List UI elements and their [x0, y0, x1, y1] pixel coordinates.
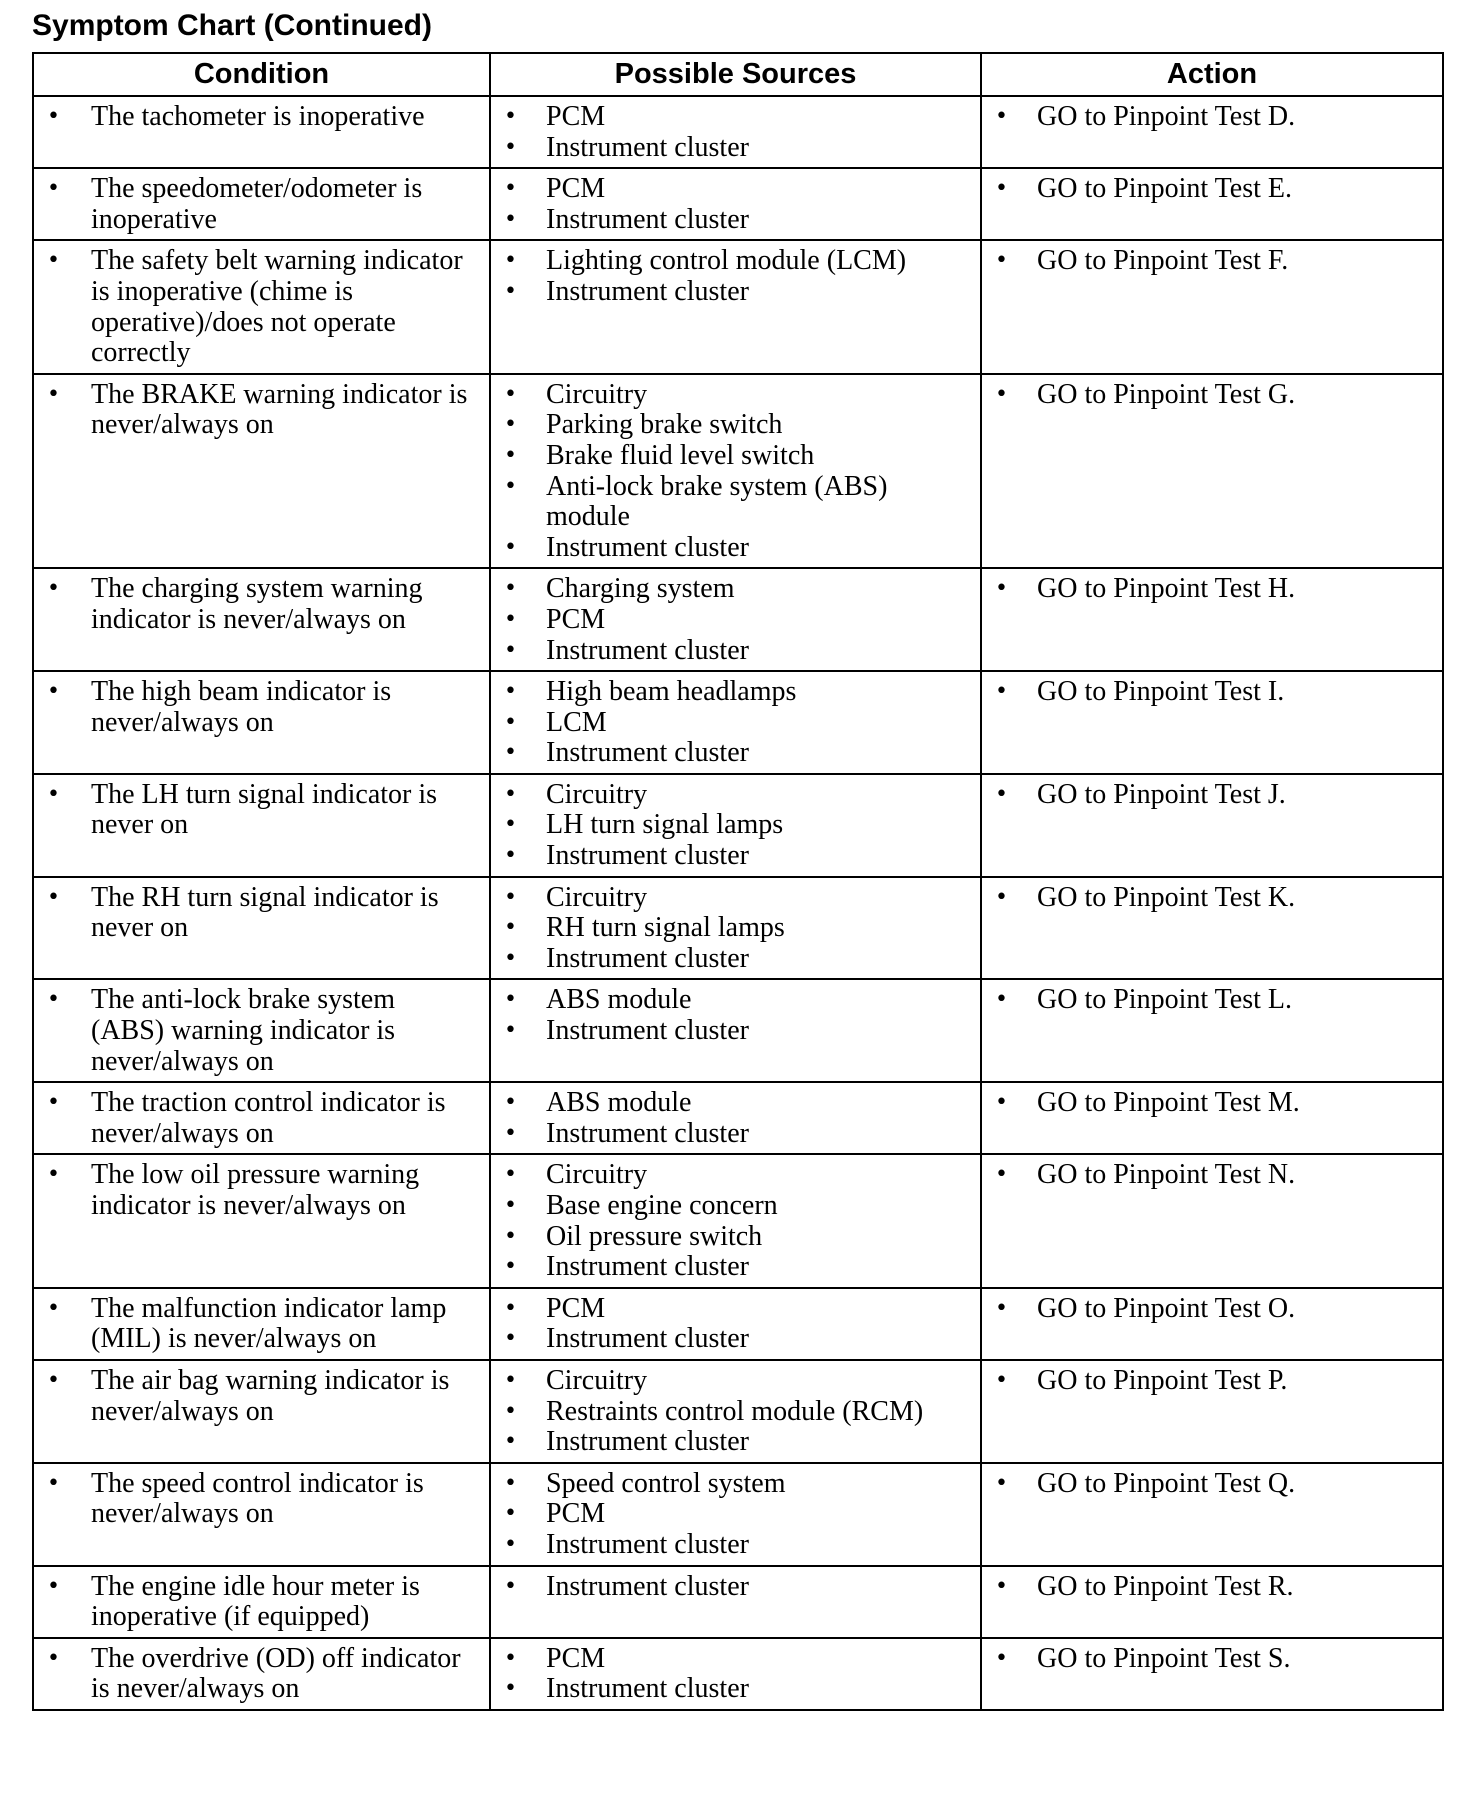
action-list [990, 380, 1434, 411]
possible-sources-list [499, 1366, 972, 1458]
possible-sources-list [499, 780, 972, 872]
action-text: • GO to Pinpoint Test P. [990, 1366, 1434, 1397]
possible-source-item: • Circuitry [499, 780, 972, 811]
table-row [33, 240, 1443, 373]
action-list [990, 1572, 1434, 1603]
condition-text: • The overdrive (OD) off indicator is never/always on [42, 1644, 481, 1705]
condition-text: • The high beam indicator is never/always on [42, 677, 481, 738]
action-list [990, 985, 1434, 1016]
action-cell [981, 1288, 1443, 1360]
action-text: • GO to Pinpoint Test L. [990, 985, 1434, 1016]
action-list [990, 1294, 1434, 1325]
condition-cell [33, 1638, 490, 1710]
action-cell [981, 96, 1443, 168]
condition-list [42, 102, 481, 133]
possible-source-item: • Circuitry [499, 380, 972, 411]
possible-sources-cell [490, 877, 981, 980]
possible-sources-cell [490, 671, 981, 774]
possible-source-item: • Charging system [499, 574, 972, 605]
action-list [990, 102, 1434, 133]
possible-sources-cell [490, 374, 981, 569]
table-row [33, 1463, 1443, 1566]
condition-list [42, 1088, 481, 1149]
header-row [33, 53, 1443, 96]
action-text: • GO to Pinpoint Test S. [990, 1644, 1434, 1675]
action-list [990, 677, 1434, 708]
table-row [33, 96, 1443, 168]
possible-source-item: • Instrument cluster [499, 277, 972, 308]
possible-sources-list [499, 102, 972, 163]
table-row [33, 1360, 1443, 1463]
possible-source-item: • Instrument cluster [499, 1530, 972, 1561]
possible-source-item: • ABS module [499, 985, 972, 1016]
condition-cell [33, 240, 490, 373]
action-list [990, 1088, 1434, 1119]
action-cell [981, 568, 1443, 671]
possible-sources-cell [490, 240, 981, 373]
action-text: • GO to Pinpoint Test F. [990, 246, 1434, 277]
action-cell [981, 877, 1443, 980]
action-text: • GO to Pinpoint Test H. [990, 574, 1434, 605]
action-list [990, 174, 1434, 205]
condition-text: • The traction control indicator is never/always on [42, 1088, 481, 1149]
condition-cell [33, 1566, 490, 1638]
table-row [33, 1288, 1443, 1360]
condition-list [42, 174, 481, 235]
table-row [33, 374, 1443, 569]
possible-sources-list [499, 985, 972, 1046]
possible-sources-cell [490, 568, 981, 671]
possible-source-item: • PCM [499, 174, 972, 205]
possible-source-item: • ABS module [499, 1088, 972, 1119]
action-list [990, 780, 1434, 811]
condition-cell [33, 1360, 490, 1463]
condition-text: • The LH turn signal indicator is never on [42, 780, 481, 841]
condition-list [42, 1160, 481, 1221]
condition-text: • The tachometer is inoperative [42, 102, 481, 133]
table-row [33, 979, 1443, 1082]
possible-source-item: • Instrument cluster [499, 1324, 972, 1355]
condition-text: • The air bag warning indicator is never/always on [42, 1366, 481, 1427]
condition-text: • The RH turn signal indicator is never on [42, 883, 481, 944]
condition-cell [33, 671, 490, 774]
action-cell [981, 979, 1443, 1082]
table-row [33, 671, 1443, 774]
condition-cell [33, 1463, 490, 1566]
possible-source-item: • Instrument cluster [499, 1016, 972, 1047]
condition-cell [33, 374, 490, 569]
possible-source-item: • Instrument cluster [499, 1427, 972, 1458]
condition-text: • The engine idle hour meter is inoperative (if equipped) [42, 1572, 481, 1633]
possible-source-item: • Instrument cluster [499, 205, 972, 236]
possible-source-item: • Instrument cluster [499, 944, 972, 975]
condition-list [42, 1644, 481, 1705]
condition-cell [33, 1082, 490, 1154]
table-row [33, 168, 1443, 240]
table-row [33, 1082, 1443, 1154]
condition-list [42, 677, 481, 738]
action-list [990, 1160, 1434, 1191]
possible-source-item: • PCM [499, 605, 972, 636]
possible-source-item: • Instrument cluster [499, 636, 972, 667]
possible-sources-list [499, 1469, 972, 1561]
action-text: • GO to Pinpoint Test R. [990, 1572, 1434, 1603]
table-row [33, 877, 1443, 980]
condition-list [42, 1469, 481, 1530]
possible-source-item: • PCM [499, 1644, 972, 1675]
condition-text: • The speedometer/odometer is inoperative [42, 174, 481, 235]
possible-sources-list [499, 1160, 972, 1282]
table-body [33, 96, 1443, 1710]
possible-source-item: • Lighting control module (LCM) [499, 246, 972, 277]
possible-sources-list [499, 883, 972, 975]
action-text: • GO to Pinpoint Test K. [990, 883, 1434, 914]
possible-sources-list [499, 1644, 972, 1705]
condition-cell [33, 979, 490, 1082]
symptom-table [32, 52, 1444, 1711]
possible-source-item: • Base engine concern [499, 1191, 972, 1222]
condition-text: • The malfunction indicator lamp (MIL) is never/always on [42, 1294, 481, 1355]
condition-text: • The low oil pressure warning indicator is never/always on [42, 1160, 481, 1221]
possible-sources-cell [490, 1638, 981, 1710]
action-cell [981, 1566, 1443, 1638]
possible-source-item: • PCM [499, 1294, 972, 1325]
condition-cell [33, 96, 490, 168]
condition-list [42, 246, 481, 368]
possible-sources-cell [490, 96, 981, 168]
condition-list [42, 883, 481, 944]
possible-sources-list [499, 677, 972, 769]
condition-text: • The charging system warning indicator is never/always on [42, 574, 481, 635]
condition-list [42, 1366, 481, 1427]
possible-source-item: • Circuitry [499, 1366, 972, 1397]
condition-list [42, 1572, 481, 1633]
action-text: • GO to Pinpoint Test G. [990, 380, 1434, 411]
action-cell [981, 1463, 1443, 1566]
condition-text: • The anti-lock brake system (ABS) warning indicator is never/always on [42, 985, 481, 1077]
action-cell [981, 1082, 1443, 1154]
possible-source-item: • Instrument cluster [499, 841, 972, 872]
possible-source-item: • Circuitry [499, 883, 972, 914]
action-list [990, 883, 1434, 914]
condition-list [42, 780, 481, 841]
action-cell [981, 774, 1443, 877]
possible-source-item: • PCM [499, 1499, 972, 1530]
possible-sources-cell [490, 1566, 981, 1638]
condition-cell [33, 168, 490, 240]
condition-cell [33, 568, 490, 671]
possible-source-item: • Instrument cluster [499, 1252, 972, 1283]
condition-list [42, 985, 481, 1077]
action-cell [981, 168, 1443, 240]
possible-source-item: • Instrument cluster [499, 533, 972, 564]
column-header-condition: Condition [33, 53, 490, 96]
possible-sources-list [499, 1088, 972, 1149]
action-list [990, 1644, 1434, 1675]
possible-sources-cell [490, 168, 981, 240]
condition-list [42, 380, 481, 441]
possible-source-item: • Instrument cluster [499, 1572, 972, 1603]
table-row [33, 1566, 1443, 1638]
condition-text: • The BRAKE warning indicator is never/always on [42, 380, 481, 441]
possible-sources-list [499, 1294, 972, 1355]
action-list [990, 574, 1434, 605]
condition-cell [33, 774, 490, 877]
possible-source-item: • Instrument cluster [499, 133, 972, 164]
action-text: • GO to Pinpoint Test Q. [990, 1469, 1434, 1500]
possible-source-item: • Circuitry [499, 1160, 972, 1191]
possible-source-item: • Anti-lock brake system (ABS) module [499, 472, 972, 533]
possible-sources-cell [490, 1154, 981, 1287]
possible-source-item: • Parking brake switch [499, 410, 972, 441]
action-cell [981, 240, 1443, 373]
condition-cell [33, 1288, 490, 1360]
possible-source-item: • Speed control system [499, 1469, 972, 1500]
action-text: • GO to Pinpoint Test J. [990, 780, 1434, 811]
action-cell [981, 1360, 1443, 1463]
possible-source-item: • Brake fluid level switch [499, 441, 972, 472]
action-cell [981, 1154, 1443, 1287]
possible-sources-cell [490, 1463, 981, 1566]
action-text: • GO to Pinpoint Test N. [990, 1160, 1434, 1191]
possible-source-item: • Restraints control module (RCM) [499, 1397, 972, 1428]
possible-source-item: • PCM [499, 102, 972, 133]
table-header [33, 53, 1443, 96]
action-cell [981, 1638, 1443, 1710]
possible-source-item: • Instrument cluster [499, 738, 972, 769]
possible-sources-cell [490, 1288, 981, 1360]
chart-title: Symptom Chart (Continued) [32, 9, 432, 42]
table-row [33, 1154, 1443, 1287]
possible-sources-cell [490, 1360, 981, 1463]
column-header-action: Action [981, 53, 1443, 96]
action-cell [981, 671, 1443, 774]
possible-source-item: • Instrument cluster [499, 1119, 972, 1150]
table-row [33, 568, 1443, 671]
action-list [990, 1366, 1434, 1397]
possible-source-item: • High beam headlamps [499, 677, 972, 708]
condition-cell [33, 877, 490, 980]
possible-source-item: • LH turn signal lamps [499, 810, 972, 841]
action-text: • GO to Pinpoint Test D. [990, 102, 1434, 133]
action-text: • GO to Pinpoint Test I. [990, 677, 1434, 708]
action-text: • GO to Pinpoint Test O. [990, 1294, 1434, 1325]
possible-sources-list [499, 1572, 972, 1603]
possible-source-item: • Oil pressure switch [499, 1222, 972, 1253]
possible-sources-cell [490, 774, 981, 877]
action-text: • GO to Pinpoint Test E. [990, 174, 1434, 205]
possible-source-item: • LCM [499, 708, 972, 739]
table-row [33, 774, 1443, 877]
possible-sources-list [499, 574, 972, 666]
possible-sources-cell [490, 979, 981, 1082]
action-list [990, 246, 1434, 277]
possible-sources-list [499, 174, 972, 235]
condition-text: • The safety belt warning indicator is inoperative (chime is operative)/does not operate correctly [42, 246, 481, 368]
action-list [990, 1469, 1434, 1500]
possible-sources-list [499, 380, 972, 564]
condition-list [42, 1294, 481, 1355]
table-row [33, 1638, 1443, 1710]
condition-list [42, 574, 481, 635]
possible-sources-list [499, 246, 972, 307]
condition-text: • The speed control indicator is never/always on [42, 1469, 481, 1530]
action-text: • GO to Pinpoint Test M. [990, 1088, 1434, 1119]
condition-cell [33, 1154, 490, 1287]
possible-source-item: • Instrument cluster [499, 1674, 972, 1705]
possible-source-item: • RH turn signal lamps [499, 913, 972, 944]
action-cell [981, 374, 1443, 569]
possible-sources-cell [490, 1082, 981, 1154]
column-header-possible-sources: Possible Sources [490, 53, 981, 96]
